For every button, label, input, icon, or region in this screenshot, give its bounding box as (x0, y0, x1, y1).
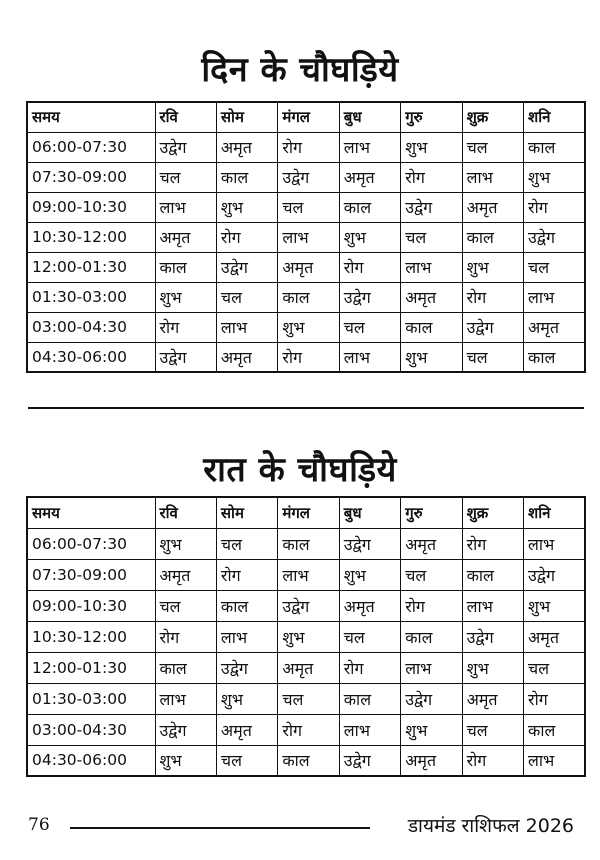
choghadiya-cell: उद्वेग (278, 162, 339, 192)
choghadiya-cell: चल (524, 652, 585, 683)
column-header-time: समय (27, 497, 155, 528)
time-slot-cell: 10:30-12:00 (27, 621, 155, 652)
choghadiya-cell: अमृत (462, 683, 523, 714)
choghadiya-cell: लाभ (401, 252, 462, 282)
choghadiya-cell: काल (155, 652, 216, 683)
column-header-day: शुक्र (462, 497, 523, 528)
time-slot-cell: 03:00-04:30 (27, 312, 155, 342)
choghadiya-cell: रोग (155, 312, 216, 342)
time-slot-cell: 06:00-07:30 (27, 528, 155, 559)
choghadiya-cell: अमृत (462, 192, 523, 222)
choghadiya-cell: उद्वेग (155, 714, 216, 745)
time-slot-cell: 07:30-09:00 (27, 162, 155, 192)
choghadiya-cell: काल (339, 683, 400, 714)
time-slot-cell: 06:00-07:30 (27, 132, 155, 162)
choghadiya-cell: उद्वेग (401, 683, 462, 714)
choghadiya-cell: अमृत (339, 162, 400, 192)
table-row (27, 528, 585, 559)
choghadiya-cell: शुभ (339, 559, 400, 590)
choghadiya-cell: काल (339, 192, 400, 222)
choghadiya-cell: लाभ (462, 162, 523, 192)
choghadiya-cell: काल (401, 621, 462, 652)
day-section-title: दिन के चौघड़िये (201, 50, 399, 90)
column-header-day: सोम (216, 102, 277, 132)
choghadiya-cell: रोग (216, 222, 277, 252)
time-slot-cell: 12:00-01:30 (27, 652, 155, 683)
choghadiya-cell: काल (462, 222, 523, 252)
table-row (27, 162, 585, 192)
choghadiya-cell: लाभ (216, 312, 277, 342)
choghadiya-cell: चल (524, 252, 585, 282)
table-row (27, 683, 585, 714)
time-slot-cell: 12:00-01:30 (27, 252, 155, 282)
choghadiya-cell: लाभ (278, 222, 339, 252)
choghadiya-cell: उद्वेग (216, 252, 277, 282)
choghadiya-cell: काल (278, 528, 339, 559)
choghadiya-cell: चल (462, 132, 523, 162)
time-slot-cell: 09:00-10:30 (27, 590, 155, 621)
choghadiya-cell: चल (216, 282, 277, 312)
choghadiya-cell: लाभ (278, 559, 339, 590)
choghadiya-cell: अमृत (339, 590, 400, 621)
choghadiya-cell: रोग (401, 162, 462, 192)
column-header-day: रवि (155, 497, 216, 528)
choghadiya-cell: चल (462, 714, 523, 745)
table-row (27, 745, 585, 776)
choghadiya-cell: शुभ (462, 652, 523, 683)
time-slot-cell: 09:00-10:30 (27, 192, 155, 222)
choghadiya-cell: काल (278, 745, 339, 776)
day-choghadiya-table (26, 101, 586, 373)
choghadiya-cell: अमृत (524, 621, 585, 652)
table-row (27, 590, 585, 621)
choghadiya-cell: शुभ (155, 282, 216, 312)
choghadiya-cell: रोग (278, 342, 339, 372)
choghadiya-cell: शुभ (462, 252, 523, 282)
column-header-day: शनि (524, 102, 585, 132)
time-slot-cell: 04:30-06:00 (27, 342, 155, 372)
choghadiya-cell: अमृत (278, 652, 339, 683)
footer-rule (70, 827, 370, 829)
choghadiya-cell: लाभ (462, 590, 523, 621)
choghadiya-cell: काल (524, 714, 585, 745)
choghadiya-cell: अमृत (216, 714, 277, 745)
table-row (27, 621, 585, 652)
section-divider (28, 407, 584, 409)
column-header-day: मंगल (278, 102, 339, 132)
choghadiya-cell: काल (524, 132, 585, 162)
column-header-day: सोम (216, 497, 277, 528)
table-row (27, 252, 585, 282)
choghadiya-cell: चल (216, 745, 277, 776)
column-header-day: बुध (339, 102, 400, 132)
choghadiya-cell: उद्वेग (401, 192, 462, 222)
choghadiya-cell: रोग (462, 528, 523, 559)
choghadiya-cell: रोग (339, 652, 400, 683)
choghadiya-cell: काल (155, 252, 216, 282)
choghadiya-cell: शुभ (216, 192, 277, 222)
choghadiya-cell: चल (278, 192, 339, 222)
time-slot-cell: 01:30-03:00 (27, 282, 155, 312)
choghadiya-cell: रोग (524, 683, 585, 714)
choghadiya-cell: शुभ (401, 342, 462, 372)
choghadiya-cell: लाभ (524, 528, 585, 559)
choghadiya-cell: शुभ (339, 222, 400, 252)
choghadiya-cell: अमृत (524, 312, 585, 342)
choghadiya-cell: रोग (339, 252, 400, 282)
choghadiya-cell: काल (216, 590, 277, 621)
choghadiya-cell: अमृत (155, 559, 216, 590)
choghadiya-cell: लाभ (339, 714, 400, 745)
table-row (27, 192, 585, 222)
choghadiya-cell: उद्वेग (524, 222, 585, 252)
choghadiya-cell: उद्वेग (339, 282, 400, 312)
choghadiya-cell: चल (155, 162, 216, 192)
choghadiya-cell: रोग (462, 282, 523, 312)
choghadiya-cell: उद्वेग (155, 342, 216, 372)
choghadiya-cell: काल (401, 312, 462, 342)
choghadiya-cell: रोग (278, 714, 339, 745)
table-row (27, 559, 585, 590)
choghadiya-cell: शुभ (401, 132, 462, 162)
choghadiya-cell: लाभ (339, 132, 400, 162)
choghadiya-cell: अमृत (401, 745, 462, 776)
book-title: डायमंड राशिफल 2026 (407, 815, 574, 837)
header-row (27, 102, 585, 132)
table-row (27, 282, 585, 312)
table-row (27, 652, 585, 683)
choghadiya-cell: अमृत (401, 282, 462, 312)
choghadiya-cell: उद्वेग (155, 132, 216, 162)
choghadiya-cell: रोग (155, 621, 216, 652)
choghadiya-cell: अमृत (278, 252, 339, 282)
choghadiya-cell: चल (339, 621, 400, 652)
time-slot-cell: 01:30-03:00 (27, 683, 155, 714)
choghadiya-cell: अमृत (216, 132, 277, 162)
table-row (27, 222, 585, 252)
choghadiya-cell: शुभ (524, 162, 585, 192)
choghadiya-cell: शुभ (524, 590, 585, 621)
column-header-time: समय (27, 102, 155, 132)
table-row (27, 312, 585, 342)
choghadiya-cell: शुभ (278, 621, 339, 652)
choghadiya-cell: चल (401, 559, 462, 590)
choghadiya-cell: उद्वेग (339, 745, 400, 776)
choghadiya-cell: शुभ (155, 745, 216, 776)
choghadiya-cell: लाभ (155, 192, 216, 222)
choghadiya-cell: उद्वेग (462, 621, 523, 652)
choghadiya-cell: शुभ (216, 683, 277, 714)
choghadiya-cell: लाभ (524, 282, 585, 312)
time-slot-cell: 03:00-04:30 (27, 714, 155, 745)
column-header-day: शनि (524, 497, 585, 528)
time-slot-cell: 07:30-09:00 (27, 559, 155, 590)
choghadiya-cell: अमृत (216, 342, 277, 372)
choghadiya-cell: चल (155, 590, 216, 621)
choghadiya-cell: काल (278, 282, 339, 312)
choghadiya-cell: लाभ (401, 652, 462, 683)
choghadiya-cell: चल (278, 683, 339, 714)
page-number: 76 (28, 815, 50, 835)
column-header-day: शुक्र (462, 102, 523, 132)
choghadiya-cell: काल (524, 342, 585, 372)
choghadiya-cell: चल (216, 528, 277, 559)
column-header-day: रवि (155, 102, 216, 132)
time-slot-cell: 04:30-06:00 (27, 745, 155, 776)
time-slot-cell: 10:30-12:00 (27, 222, 155, 252)
header-row (27, 497, 585, 528)
choghadiya-cell: उद्वेग (462, 312, 523, 342)
choghadiya-cell: रोग (216, 559, 277, 590)
column-header-day: बुध (339, 497, 400, 528)
choghadiya-cell: उद्वेग (524, 559, 585, 590)
choghadiya-cell: चल (462, 342, 523, 372)
choghadiya-cell: लाभ (524, 745, 585, 776)
choghadiya-cell: लाभ (216, 621, 277, 652)
choghadiya-cell: शुभ (278, 312, 339, 342)
choghadiya-cell: रोग (524, 192, 585, 222)
choghadiya-cell: उद्वेग (339, 528, 400, 559)
choghadiya-cell: चल (401, 222, 462, 252)
choghadiya-cell: उद्वेग (278, 590, 339, 621)
choghadiya-cell: अमृत (401, 528, 462, 559)
table-row (27, 342, 585, 372)
choghadiya-cell: अमृत (155, 222, 216, 252)
table-row (27, 714, 585, 745)
choghadiya-cell: रोग (462, 745, 523, 776)
night-section-title: रात के चौघड़िये (203, 450, 397, 490)
night-choghadiya-table (26, 496, 586, 777)
column-header-day: मंगल (278, 497, 339, 528)
choghadiya-cell: रोग (401, 590, 462, 621)
choghadiya-cell: शुभ (401, 714, 462, 745)
choghadiya-cell: काल (462, 559, 523, 590)
choghadiya-cell: रोग (278, 132, 339, 162)
choghadiya-cell: शुभ (155, 528, 216, 559)
choghadiya-cell: उद्वेग (216, 652, 277, 683)
table-row (27, 132, 585, 162)
choghadiya-cell: लाभ (339, 342, 400, 372)
choghadiya-cell: चल (339, 312, 400, 342)
column-header-day: गुरु (401, 102, 462, 132)
choghadiya-cell: लाभ (155, 683, 216, 714)
choghadiya-cell: काल (216, 162, 277, 192)
column-header-day: गुरु (401, 497, 462, 528)
